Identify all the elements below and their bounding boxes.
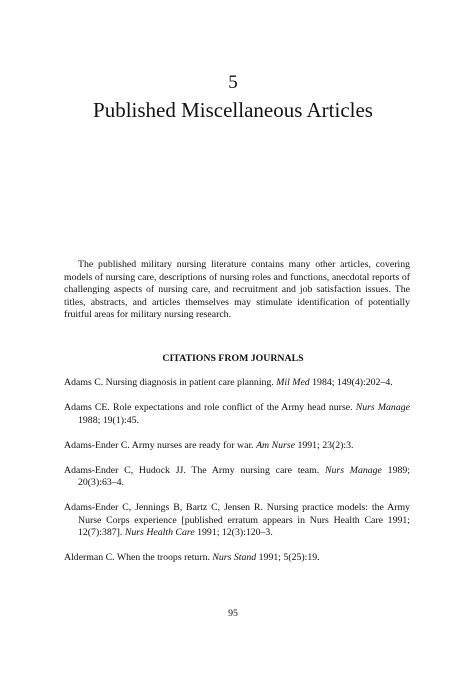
citation-details: 1991; 23(2):3.	[295, 439, 354, 451]
page-number: 95	[228, 608, 238, 619]
citation-journal: Nurs Manage	[355, 401, 410, 413]
citation-item	[64, 377, 410, 390]
citation-authors-title: Adams-Ender C, Jennings B, Bartz C, Jensen R. Nursing practice models: the Army Nurse Corps experience [published erratum appears in Nurs Health Care 1991; 12(7):387].	[64, 502, 410, 539]
section-heading: CITATIONS FROM JOURNALS	[162, 353, 304, 364]
citation-item	[64, 552, 410, 565]
citation-authors-title: Adams CE. Role expectations and role conflict of the Army head nurse.	[64, 401, 356, 413]
citation-details: 1991; 12(3):120–3.	[194, 527, 273, 539]
citation-journal: Nurs Health Care	[124, 527, 195, 539]
citation-item	[64, 465, 410, 490]
citation-journal: Am Nurse	[256, 439, 295, 451]
intro-paragraph: The published military nursing literature contains many other articles, covering models of nursing care, descriptions of nursing roles and functions, anecdotal reports of challenging aspects of nursing care, and recruitment and job satisfaction issues. The titles, abstracts, and articles themselves may stimulate identification of potentially fruitful areas for military nursing research.	[64, 259, 410, 321]
citation-item	[64, 440, 410, 453]
citation-details: 1989; 20(3):63–4.	[78, 464, 410, 489]
citation-list	[64, 377, 410, 577]
citation-authors-title: Adams-Ender C. Army nurses are ready for war.	[64, 439, 257, 451]
citation-authors-title: Adams C. Nursing diagnosis in patient care planning.	[64, 377, 277, 388]
citation-details: 1991; 5(25):19.	[256, 552, 320, 564]
citation-details: 1988; 19(1):45.	[78, 414, 139, 426]
citation-item	[64, 402, 410, 427]
chapter-title: Published Miscellaneous Articles	[93, 98, 373, 122]
citation-authors-title: Alderman C. When the troops return.	[64, 552, 213, 564]
citation-details: 1984; 149(4):202–4.	[309, 377, 393, 388]
chapter-number: 5	[228, 72, 238, 93]
citation-journal: Mil Med	[276, 377, 310, 388]
citation-journal: Nurs Manage	[324, 464, 382, 476]
citation-authors-title: Adams-Ender C, Hudock JJ. The Army nursing care team.	[64, 464, 325, 476]
citation-item	[64, 502, 410, 540]
citation-journal: Nurs Stand	[212, 552, 257, 564]
